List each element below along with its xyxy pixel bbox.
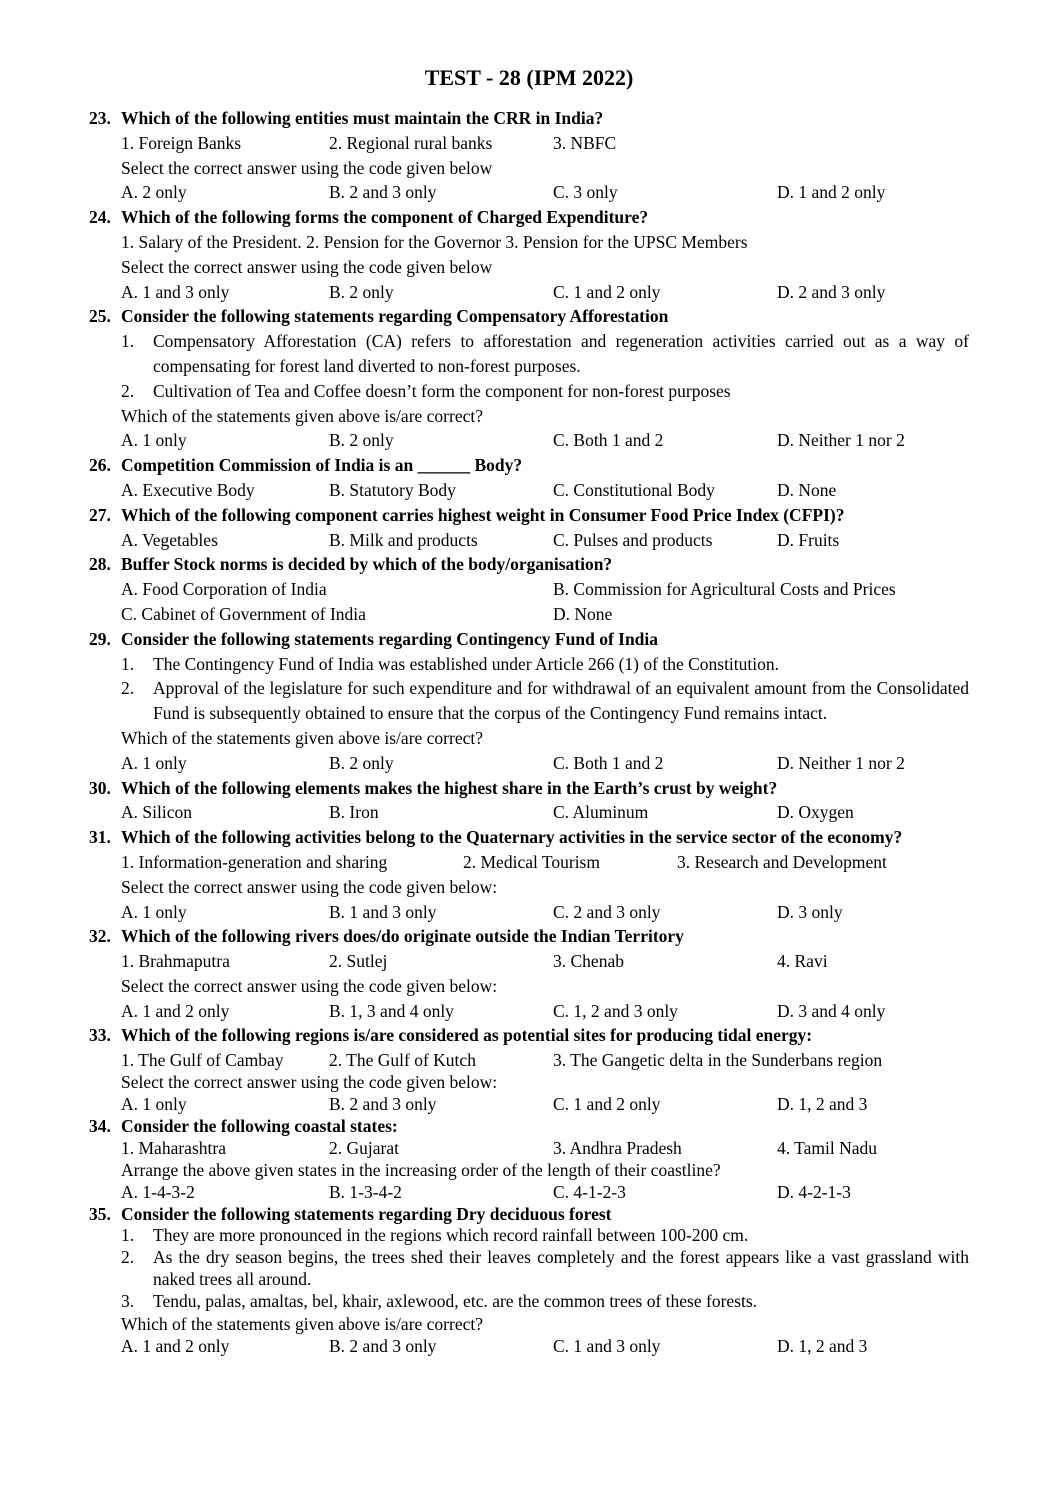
question-prompt: Select the correct answer using the code given below	[121, 157, 493, 178]
question-number: 29.	[89, 628, 111, 649]
question-text: Consider the following statements regarding Dry deciduous forest	[121, 1204, 612, 1225]
question-prompt: Arrange the above given states in the increasing order of the length of their coastline?	[121, 1160, 721, 1181]
item: 3. NBFC	[553, 132, 617, 153]
question-text: Consider the following statements regarding Compensatory Afforestation	[121, 306, 669, 327]
item: 2. The Gulf of Kutch	[329, 1050, 476, 1071]
option-b: B. 2 only	[329, 752, 394, 773]
option-d: D. Fruits	[777, 529, 840, 550]
statement-text: As the dry season begins, the trees shed their leaves completely and the forest appears like a vast grassland with naked trees all around.	[153, 1247, 969, 1290]
statement-text: They are more pronounced in the regions which record rainfall between 100-200 cm.	[153, 1225, 749, 1246]
option-b: B. 2 and 3 only	[329, 1094, 437, 1115]
item: 2. Medical Tourism	[463, 851, 600, 872]
question-text: Which of the following entities must maintain the CRR in India?	[121, 108, 604, 128]
question-prompt: Which of the statements given above is/are correct?	[121, 405, 483, 426]
option-d: D. None	[777, 479, 837, 500]
question-text: Which of the following forms the component of Charged Expenditure?	[121, 207, 649, 228]
option-a: A. 1 only	[121, 901, 187, 922]
question-number: 24.	[89, 207, 111, 228]
option-c: C. Constitutional Body	[553, 479, 715, 500]
question-text: Consider the following statements regarding Contingency Fund of India	[121, 628, 659, 649]
option-c: C. 2 and 3 only	[553, 901, 661, 922]
item: 3. Andhra Pradesh	[553, 1138, 682, 1159]
option-b: B. 2 and 3 only	[329, 1336, 437, 1357]
option-d: D. 4-2-1-3	[777, 1182, 851, 1203]
question-number: 35.	[89, 1204, 111, 1225]
question-31	[0, 825, 1058, 924]
item: 3. Chenab	[553, 951, 624, 972]
option-b: B. Iron	[329, 802, 379, 823]
question-text: Which of the following regions is/are considered as potential sites for producing tidal energy:	[121, 1025, 813, 1046]
option-a: A. 1 and 2 only	[121, 1336, 230, 1357]
statement	[0, 676, 1058, 726]
statement-text: The Contingency Fund of India was established under Article 266 (1) of the Constitution.	[153, 653, 780, 674]
option-c: C. 3 only	[553, 182, 618, 203]
item: 1. Maharashtra	[121, 1138, 226, 1159]
option-a: A. 1 only	[121, 430, 187, 451]
question-number: 25.	[89, 306, 111, 327]
item: 3. The Gangetic delta in the Sunderbans region	[553, 1050, 883, 1071]
option-d: D. 3 only	[777, 901, 843, 922]
question-text: Buffer Stock norms is decided by which of the body/organisation?	[121, 554, 613, 575]
option-c: C. Both 1 and 2	[553, 752, 664, 773]
question-33	[0, 1023, 1058, 1114]
option-c: C. Both 1 and 2	[553, 430, 664, 451]
question-number: 30.	[89, 777, 111, 798]
option-a: A. 1 only	[121, 1094, 187, 1115]
option-a: A. Executive Body	[121, 479, 255, 500]
question-28	[0, 552, 1058, 626]
option-c: C. 4-1-2-3	[553, 1182, 626, 1203]
question-text: Which of the following rivers does/do originate outside the Indian Territory	[121, 926, 684, 947]
question-number: 31.	[89, 827, 111, 848]
option-a: A. 1-4-3-2	[121, 1182, 195, 1203]
option-b: B. 1-3-4-2	[329, 1182, 402, 1203]
option-d: D. Neither 1 nor 2	[777, 752, 905, 773]
statement-number: 2.	[121, 678, 135, 699]
question-34	[0, 1114, 1058, 1202]
option-c: C. Cabinet of Government of India	[121, 603, 366, 624]
option-c: C. 1, 2 and 3 only	[553, 1000, 678, 1021]
statement-text: Compensatory Afforestation (CA) refers to afforestation and regeneration activities carried out as a way of compensating for forest land diverted to non-forest purposes.	[153, 331, 969, 376]
question-27	[0, 503, 1058, 553]
question-number: 27.	[89, 504, 111, 525]
statement-text: Tendu, palas, amaltas, bel, khair, axlewood, etc. are the common trees of these forests.	[153, 1291, 758, 1312]
statement-number: 1.	[121, 331, 135, 352]
option-a: A. 1 and 2 only	[121, 1000, 230, 1021]
item: 1. The Gulf of Cambay	[121, 1050, 284, 1071]
option-a: A. 1 only	[121, 752, 187, 773]
option-d: D. None	[553, 603, 613, 624]
statement-number: 2.	[121, 380, 135, 401]
question-26	[0, 453, 1058, 503]
statement	[0, 652, 1058, 677]
statement-text: Approval of the legislature for such expenditure and for withdrawal of an equivalent amount from the Consolidated Fund is subsequently obtained to ensure that the corpus of the Contingency Fund remains intact.	[153, 678, 969, 724]
question-23	[0, 106, 1058, 205]
option-d: D. Neither 1 nor 2	[777, 430, 905, 451]
option-d: D. 3 and 4 only	[777, 1000, 886, 1021]
option-b: B. 2 and 3 only	[329, 182, 437, 203]
option-d: D. Oxygen	[777, 802, 854, 823]
question-text: Which of the following component carries highest weight in Consumer Food Price Index (CFPI)?	[121, 504, 845, 525]
item-list: 1. Salary of the President. 2. Pension for the Governor 3. Pension for the UPSC Members	[121, 231, 748, 252]
option-c: C. Aluminum	[553, 802, 649, 823]
item: 1. Brahmaputra	[121, 951, 230, 972]
statement-number: 1.	[121, 1225, 135, 1246]
question-prompt: Select the correct answer using the code given below:	[121, 876, 498, 897]
option-b: B. Commission for Agricultural Costs and Prices	[553, 579, 896, 600]
question-35	[0, 1202, 1058, 1359]
option-b: B. 1 and 3 only	[329, 901, 437, 922]
statement-number: 1.	[121, 653, 135, 674]
statement	[0, 1224, 1058, 1246]
option-b: B. Milk and products	[329, 529, 478, 550]
question-number: 26.	[89, 455, 111, 476]
question-prompt: Which of the statements given above is/are correct?	[121, 1314, 483, 1335]
item: 1. Foreign Banks	[121, 132, 242, 153]
question-prompt: Select the correct answer using the code given below:	[121, 975, 498, 996]
statement	[0, 1246, 1058, 1290]
statement-number: 3.	[121, 1291, 135, 1312]
item: 2. Sutlej	[329, 951, 388, 972]
statement	[0, 1290, 1058, 1312]
statement-text: Cultivation of Tea and Coffee doesn’t form the component for non-forest purposes	[153, 380, 731, 401]
question-prompt: Select the correct answer using the code given below	[121, 256, 493, 277]
option-a: A. Food Corporation of India	[121, 579, 327, 600]
item: 4. Tamil Nadu	[777, 1138, 878, 1159]
question-text: Competition Commission of India is an ______ Body?	[121, 455, 523, 476]
option-d: D. 1 and 2 only	[777, 182, 886, 203]
option-d: D. 2 and 3 only	[777, 281, 886, 302]
statement	[0, 379, 1058, 404]
question-number: 28.	[89, 554, 111, 575]
option-a: A. Silicon	[121, 802, 192, 823]
item: 4. Ravi	[777, 951, 828, 972]
statement	[0, 329, 1058, 379]
question-32	[0, 924, 1058, 1023]
option-a: A. Vegetables	[121, 529, 218, 550]
question-number: 32.	[89, 926, 111, 947]
item: 1. Information-generation and sharing	[121, 851, 388, 872]
option-b: B. 2 only	[329, 430, 394, 451]
option-c: C. Pulses and products	[553, 529, 713, 550]
item: 3. Research and Development	[677, 851, 887, 872]
option-b: B. 1, 3 and 4 only	[329, 1000, 454, 1021]
question-prompt: Which of the statements given above is/are correct?	[121, 727, 483, 748]
option-b: B. 2 only	[329, 281, 394, 302]
question-24	[0, 205, 1058, 304]
question-29	[0, 627, 1058, 776]
option-a: A. 1 and 3 only	[121, 281, 230, 302]
question-list	[0, 106, 1058, 1359]
question-text: Consider the following coastal states:	[121, 1116, 398, 1137]
statement-number: 2.	[121, 1247, 135, 1268]
question-number: 34.	[89, 1116, 111, 1137]
page-title: TEST - 28 (IPM 2022)	[424, 65, 634, 90]
option-b: B. Statutory Body	[329, 479, 456, 500]
question-number: 23.	[89, 108, 111, 128]
option-c: C. 1 and 2 only	[553, 1094, 661, 1115]
item: 2. Gujarat	[329, 1138, 399, 1159]
option-d: D. 1, 2 and 3	[777, 1336, 868, 1357]
option-c: C. 1 and 3 only	[553, 1336, 661, 1357]
item: 2. Regional rural banks	[329, 132, 493, 153]
question-number: 33.	[89, 1025, 111, 1046]
option-c: C. 1 and 2 only	[553, 281, 661, 302]
option-a: A. 2 only	[121, 182, 187, 203]
question-30	[0, 776, 1058, 826]
question-prompt: Select the correct answer using the code given below:	[121, 1072, 498, 1093]
question-25	[0, 304, 1058, 453]
option-d: D. 1, 2 and 3	[777, 1094, 868, 1115]
question-text: Which of the following elements makes the highest share in the Earth’s crust by weight?	[121, 777, 778, 798]
question-text: Which of the following activities belong to the Quaternary activities in the service sector of the economy?	[121, 827, 903, 848]
